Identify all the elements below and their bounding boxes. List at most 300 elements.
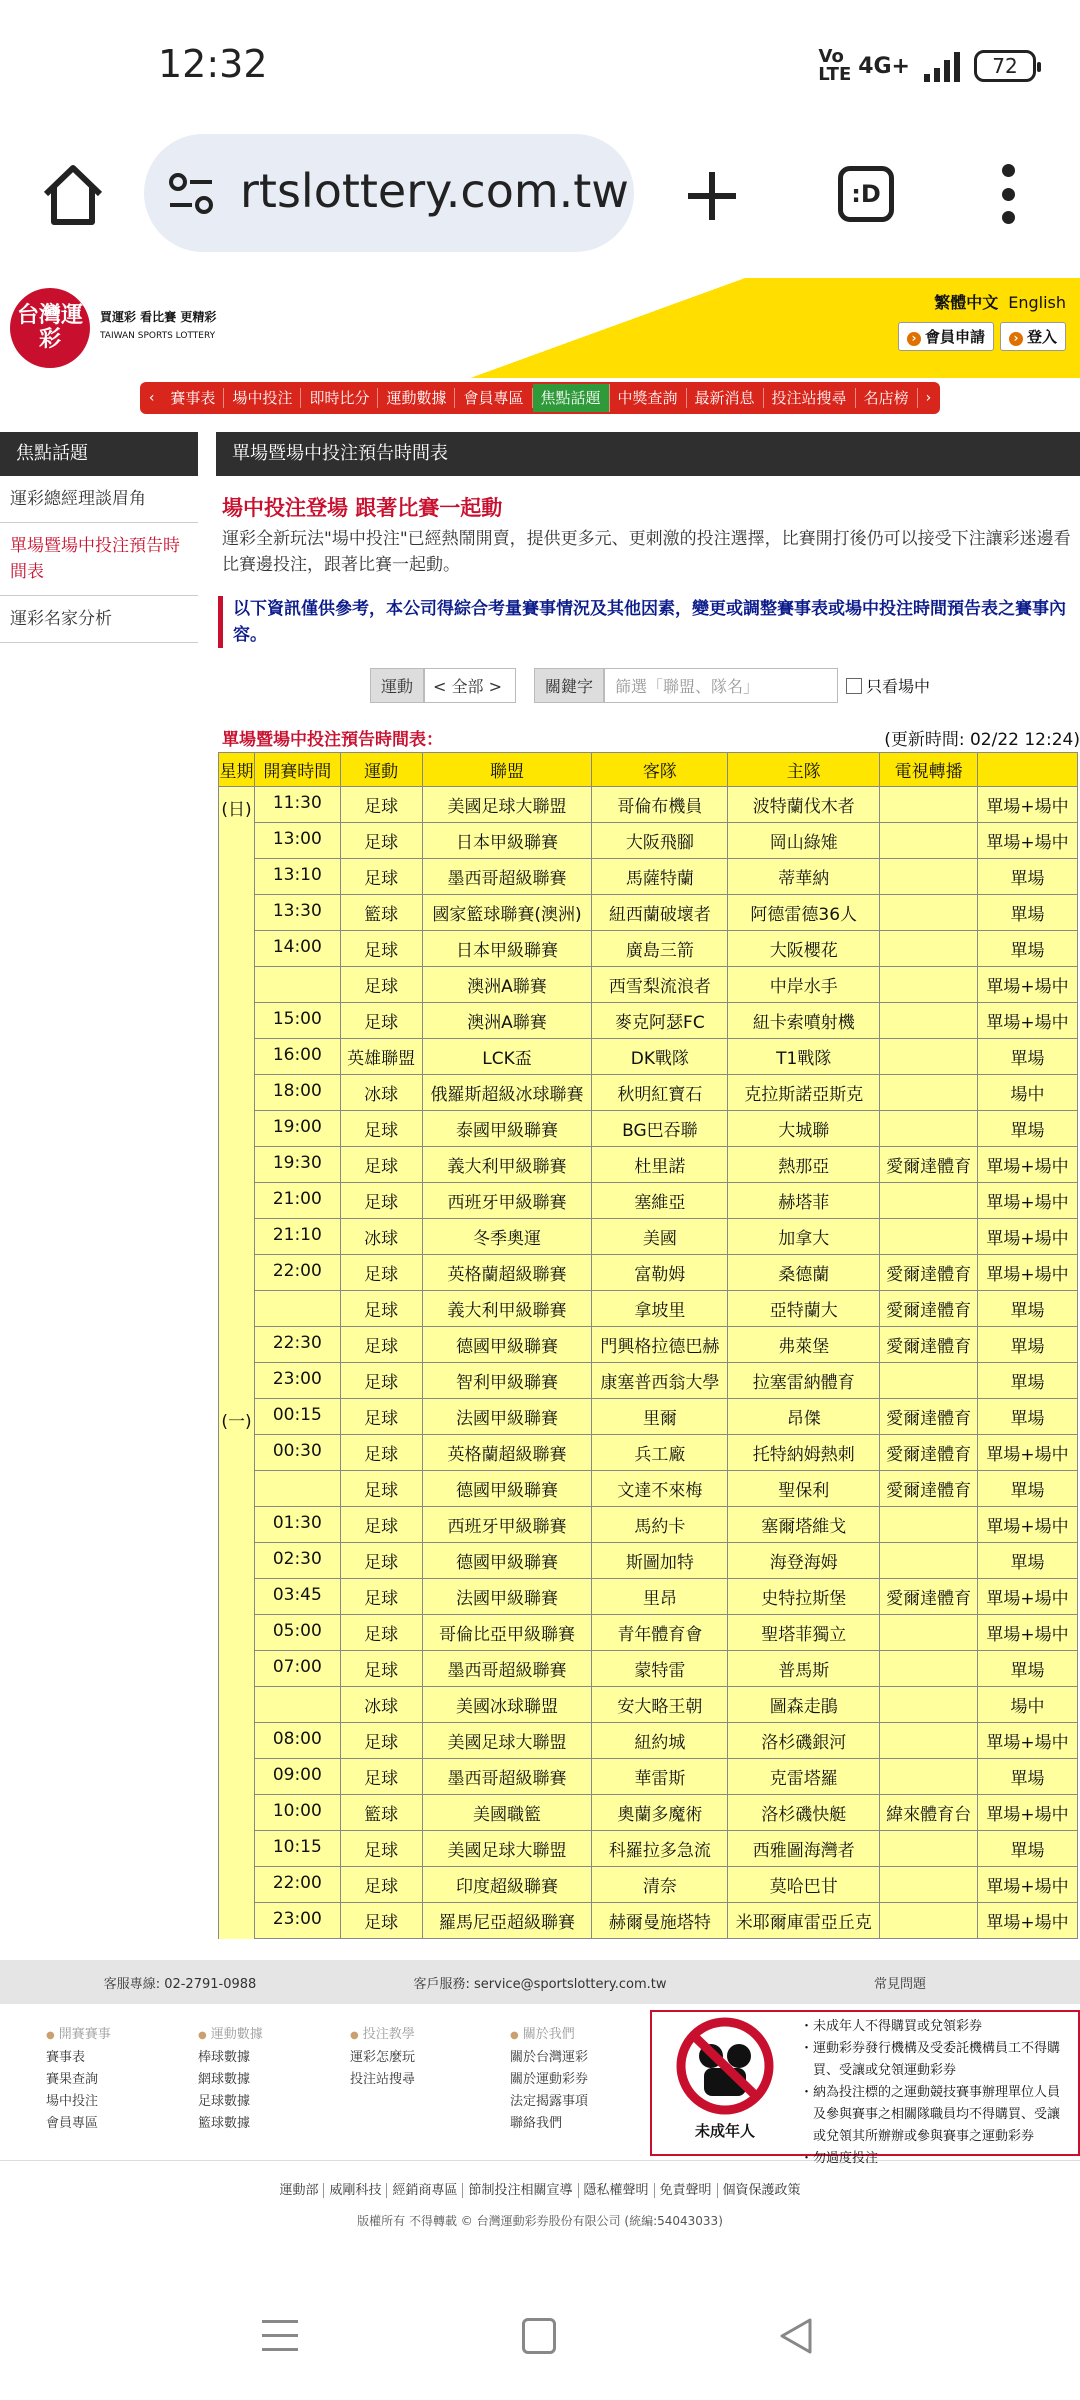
table-cell: 拿坡里 <box>592 1291 728 1327</box>
column-header: 電視轉播 <box>880 753 978 787</box>
table-cell: 單場 <box>978 859 1078 895</box>
site-footer <box>0 1960 1080 2229</box>
table-row[interactable] <box>219 1687 1078 1723</box>
footer-column <box>46 2024 111 2135</box>
table-row[interactable] <box>219 1471 1078 1507</box>
website <box>0 278 1080 1933</box>
table-cell <box>219 1219 255 1255</box>
table-row[interactable] <box>219 1507 1078 1543</box>
table-cell <box>880 895 978 931</box>
new-tab-icon[interactable] <box>682 166 742 226</box>
bottom-link[interactable]: 運動部 <box>274 2183 324 2198</box>
more-menu-icon[interactable] <box>996 164 1020 224</box>
table-cell: 足球 <box>340 1615 422 1651</box>
table-cell: 赫塔菲 <box>728 1183 880 1219</box>
footer-link[interactable]: 賽果查詢 <box>46 2072 99 2087</box>
footer-link[interactable]: 聯絡我們 <box>510 2116 563 2131</box>
login-button[interactable]: › 登入 <box>1000 322 1066 351</box>
table-cell: 圖森走鵑 <box>728 1687 880 1723</box>
footer-column <box>198 2024 263 2135</box>
promo-text: 運彩全新玩法"場中投注"已經熱鬧開賣，提供更多元、更刺激的投注選擇，比賽開打後仍可以接受下注讓彩迷邊看比賽邊投注，跟著比賽一起動。 <box>222 529 1071 575</box>
table-cell <box>219 1795 255 1831</box>
bottom-link[interactable]: 經銷商專區 <box>387 2183 463 2198</box>
table-cell <box>219 1615 255 1651</box>
table-cell: 美國 <box>592 1219 728 1255</box>
table-cell: 科羅拉多急流 <box>592 1831 728 1867</box>
table-cell: 足球 <box>340 787 422 823</box>
table-cell <box>219 1867 255 1903</box>
table-cell: 單場+場中 <box>978 1147 1078 1183</box>
table-row[interactable] <box>219 1435 1078 1471</box>
table-cell: 美國足球大聯盟 <box>422 787 592 823</box>
column-header: 客隊 <box>592 753 728 787</box>
table-cell: 單場+場中 <box>978 787 1078 823</box>
footer-link[interactable]: 足球數據 <box>198 2094 251 2109</box>
nav-item[interactable]: 投注站搜尋 <box>764 388 856 408</box>
keyword-input[interactable]: 篩選「聯盟、隊名」 <box>604 668 838 703</box>
footer-link[interactable]: 法定揭露事項 <box>510 2094 589 2109</box>
table-cell: 蒙特雷 <box>592 1651 728 1687</box>
table-row[interactable] <box>219 1831 1078 1867</box>
table-cell: 足球 <box>340 1831 422 1867</box>
nav-item[interactable]: 最新消息 <box>687 388 764 408</box>
table-cell: 緯來體育台 <box>880 1795 978 1831</box>
table-cell: 紐約城 <box>592 1723 728 1759</box>
system-home-icon[interactable] <box>522 2318 556 2354</box>
column-header: 運動 <box>340 753 422 787</box>
table-cell: 美國冰球聯盟 <box>422 1687 592 1723</box>
footer-column-title: ● 運動數據 <box>198 2024 263 2047</box>
table-cell: 兵工廠 <box>592 1435 728 1471</box>
table-row[interactable] <box>219 1795 1078 1831</box>
battery-level: 72 <box>992 54 1018 78</box>
table-row[interactable] <box>219 1255 1078 1291</box>
table-cell: 單場+場中 <box>978 1723 1078 1759</box>
footer-link[interactable]: 會員專區 <box>46 2116 99 2131</box>
table-cell: 10:00 <box>254 1795 340 1831</box>
table-row[interactable] <box>219 1291 1078 1327</box>
table-cell: 單場 <box>978 1471 1078 1507</box>
table-cell: 美國職籃 <box>422 1795 592 1831</box>
table-row[interactable] <box>219 1651 1078 1687</box>
table-cell: 海登海姆 <box>728 1543 880 1579</box>
table-cell: 英格蘭超級聯賽 <box>422 1435 592 1471</box>
table-row[interactable] <box>219 1363 1078 1399</box>
sport-filter-label: 運動 <box>370 668 424 703</box>
site-logo[interactable]: 台灣運彩 <box>10 288 90 368</box>
no-minors-icon <box>666 2016 784 2116</box>
table-cell: 單場+場中 <box>978 1003 1078 1039</box>
warning-item: 或兌領其所辦辦或參與賽事之運動彩券 <box>800 2129 1035 2144</box>
table-cell: 足球 <box>340 1723 422 1759</box>
table-cell: 單場+場中 <box>978 823 1078 859</box>
table-cell: 秋明紅寶石 <box>592 1075 728 1111</box>
table-row[interactable] <box>219 1903 1078 1939</box>
table-cell <box>219 1831 255 1867</box>
table-cell: 岡山綠雉 <box>728 823 880 859</box>
nav-item[interactable]: 即時比分 <box>301 388 378 408</box>
table-row[interactable] <box>219 895 1078 931</box>
back-icon[interactable] <box>776 2316 816 2356</box>
table-cell: 21:00 <box>254 1183 340 1219</box>
table-cell: 08:00 <box>254 1723 340 1759</box>
table-cell: 05:00 <box>254 1615 340 1651</box>
table-cell: 美國足球大聯盟 <box>422 1831 592 1867</box>
table-cell: 大城聯 <box>728 1111 880 1147</box>
table-cell: 馬薩特蘭 <box>592 859 728 895</box>
table-cell: 墨西哥超級聯賽 <box>422 859 592 895</box>
notice: 以下資訊僅供參考，本公司得綜合考量賽事情況及其他因素，變更或調整賽事表或場中投注時間預告表之賽事內容。 <box>218 596 1074 648</box>
table-cell <box>880 1219 978 1255</box>
table-cell <box>219 1471 255 1507</box>
table-cell: 里昂 <box>592 1579 728 1615</box>
table-cell: 文達不來梅 <box>592 1471 728 1507</box>
table-row[interactable] <box>219 1867 1078 1903</box>
table-cell <box>254 1687 340 1723</box>
footer-column-title: ● 投注教學 <box>350 2024 415 2047</box>
warning-item: 買、受讓或兌領運動彩券 <box>800 2063 957 2078</box>
table-cell: 場中 <box>978 1075 1078 1111</box>
table-cell: 足球 <box>340 1471 422 1507</box>
tab-switcher-button[interactable]: :D <box>838 166 894 222</box>
table-cell: 14:00 <box>254 931 340 967</box>
only-live-checkbox[interactable]: 只看場中 <box>846 674 930 697</box>
table-cell <box>880 967 978 1003</box>
home-icon[interactable] <box>38 160 108 230</box>
site-header <box>0 278 1080 378</box>
table-cell <box>219 1543 255 1579</box>
table-cell: 德國甲級聯賽 <box>422 1543 592 1579</box>
table-cell: BG巴吞聯 <box>592 1111 728 1147</box>
table-cell: 07:00 <box>254 1651 340 1687</box>
nav-next-icon[interactable]: › <box>925 390 932 406</box>
footer-link[interactable]: 場中投注 <box>46 2094 99 2109</box>
update-time: (更新時間: 02/22 12:24) <box>884 730 1080 750</box>
table-cell <box>219 1291 255 1327</box>
table-cell <box>219 1111 255 1147</box>
url-text[interactable]: rtslottery.com.tw <box>240 164 629 218</box>
table-row[interactable] <box>219 1759 1078 1795</box>
warning-caption: 未成年人 <box>694 2122 755 2140</box>
table-cell: 單場+場中 <box>978 1255 1078 1291</box>
volte-icon: Vo LTE <box>818 46 852 85</box>
table-row[interactable] <box>219 1615 1078 1651</box>
table-cell <box>880 1903 978 1939</box>
nav-item[interactable]: 賽事表 <box>162 388 224 408</box>
table-cell <box>219 1759 255 1795</box>
table-cell: 單場 <box>978 1327 1078 1363</box>
signal-icon <box>924 50 960 82</box>
table-cell <box>880 823 978 859</box>
nav-item[interactable]: 名店榜 <box>856 388 918 408</box>
table-cell: 愛爾達體育 <box>880 1435 978 1471</box>
table-cell: 大阪飛腳 <box>592 823 728 859</box>
table-cell: 奧蘭多魔術 <box>592 1795 728 1831</box>
table-cell: 單場 <box>978 1363 1078 1399</box>
table-cell: 單場 <box>978 931 1078 967</box>
table-cell <box>880 931 978 967</box>
lang-zh-link[interactable]: 繁體中文 <box>934 293 999 312</box>
table-cell: 足球 <box>340 1255 422 1291</box>
table-cell <box>219 823 255 859</box>
table-cell: 澳洲A聯賽 <box>422 967 592 1003</box>
table-cell: 聖保利 <box>728 1471 880 1507</box>
table-row[interactable] <box>219 1723 1078 1759</box>
table-cell: 單場+場中 <box>978 1219 1078 1255</box>
table-cell: 紐卡索噴射機 <box>728 1003 880 1039</box>
table-cell: 史特拉斯堡 <box>728 1579 880 1615</box>
table-cell: 加拿大 <box>728 1219 880 1255</box>
table-cell: 中岸水手 <box>728 967 880 1003</box>
table-cell: 03:45 <box>254 1579 340 1615</box>
promo-title: 場中投注登場 跟著比賽一起動 <box>222 496 503 520</box>
warning-item: ・納為投注標的之運動競技賽事辦理單位人員 <box>800 2085 1061 2100</box>
table-cell: 克拉斯諾亞斯克 <box>728 1075 880 1111</box>
table-cell <box>880 1723 978 1759</box>
table-cell <box>880 1111 978 1147</box>
table-cell <box>219 895 255 931</box>
site-settings-icon[interactable] <box>168 172 214 216</box>
sidebar-item-active[interactable]: 單場暨場中投注預告時間表 <box>0 523 198 596</box>
table-cell <box>880 1615 978 1651</box>
table-row[interactable] <box>219 787 1078 823</box>
table-cell: 波特蘭伐木者 <box>728 787 880 823</box>
table-cell: 日本甲級聯賽 <box>422 931 592 967</box>
table-cell: 10:15 <box>254 1831 340 1867</box>
nav-prev-icon[interactable]: ‹ <box>148 390 155 406</box>
footer-link[interactable]: 棒球數據 <box>198 2050 251 2065</box>
table-cell: 洛杉磯銀河 <box>728 1723 880 1759</box>
table-cell: 23:00 <box>254 1903 340 1939</box>
table-cell: 足球 <box>340 1867 422 1903</box>
column-header: 主隊 <box>728 753 880 787</box>
table-row[interactable] <box>219 1111 1078 1147</box>
table-cell: 墨西哥超級聯賽 <box>422 1759 592 1795</box>
table-cell: 斯圖加特 <box>592 1543 728 1579</box>
table-cell <box>219 1903 255 1939</box>
table-cell <box>219 1327 255 1363</box>
table-cell: 籃球 <box>340 1795 422 1831</box>
table-cell: 米耶爾庫雷亞丘克 <box>728 1903 880 1939</box>
table-cell: 愛爾達體育 <box>880 1147 978 1183</box>
table-cell: 青年體育會 <box>592 1615 728 1651</box>
table-cell: 足球 <box>340 859 422 895</box>
table-cell: 智利甲級聯賽 <box>422 1363 592 1399</box>
table-cell: 哥倫比亞甲級聯賽 <box>422 1615 592 1651</box>
table-cell: 01:30 <box>254 1507 340 1543</box>
table-row[interactable] <box>219 931 1078 967</box>
table-row[interactable] <box>219 1039 1078 1075</box>
sidebar-item[interactable]: 運彩名家分析 <box>0 596 198 643</box>
table-cell <box>880 1507 978 1543</box>
table-row[interactable] <box>219 1327 1078 1363</box>
footer-link[interactable]: 籃球數據 <box>198 2116 251 2131</box>
address-bar[interactable] <box>144 134 634 252</box>
footer-link[interactable]: 關於運動彩券 <box>510 2072 589 2087</box>
register-button[interactable]: › 會員申請 <box>898 322 994 351</box>
footer-link[interactable]: 關於台灣運彩 <box>510 2050 589 2065</box>
table-cell: 俄羅斯超級冰球聯賽 <box>422 1075 592 1111</box>
nav-item-active[interactable]: 焦點話題 <box>533 384 610 412</box>
recents-icon[interactable] <box>262 2320 298 2356</box>
table-cell: 大阪櫻花 <box>728 931 880 967</box>
table-cell: 塞維亞 <box>592 1183 728 1219</box>
nav-item[interactable]: 會員專區 <box>455 388 532 408</box>
table-cell <box>219 1363 255 1399</box>
table-cell: (日) <box>219 787 255 823</box>
system-nav-bar <box>0 2270 1080 2400</box>
table-cell: 13:10 <box>254 859 340 895</box>
service-email[interactable]: 客戶服務: service@sportslottery.com.tw <box>413 1976 667 1992</box>
table-cell: 澳洲A聯賽 <box>422 1003 592 1039</box>
table-cell: 13:30 <box>254 895 340 931</box>
table-cell: 足球 <box>340 967 422 1003</box>
footer-column-title: ● 開賽賽事 <box>46 2024 111 2047</box>
table-cell <box>219 859 255 895</box>
table-cell <box>219 1723 255 1759</box>
table-cell: 足球 <box>340 1363 422 1399</box>
table-cell: 英格蘭超級聯賽 <box>422 1255 592 1291</box>
table-cell: 單場 <box>978 1291 1078 1327</box>
main-nav <box>140 382 940 414</box>
footer-link[interactable]: 投注站搜尋 <box>350 2072 416 2087</box>
status-bar <box>0 0 1080 120</box>
nav-item[interactable]: 中獎查詢 <box>610 388 687 408</box>
table-cell: 單場 <box>978 1111 1078 1147</box>
table-row[interactable] <box>219 1579 1078 1615</box>
table-cell: 足球 <box>340 1903 422 1939</box>
table-cell <box>219 931 255 967</box>
table-cell: 00:15 <box>254 1399 340 1435</box>
bottom-link[interactable]: 免責聲明 <box>655 2183 718 2198</box>
table-cell <box>219 967 255 1003</box>
table-cell: 21:10 <box>254 1219 340 1255</box>
table-cell: 單場 <box>978 1651 1078 1687</box>
table-cell: 冰球 <box>340 1219 422 1255</box>
table-cell: 單場+場中 <box>978 1903 1078 1939</box>
table-cell: 里爾 <box>592 1399 728 1435</box>
content-header: 單場暨場中投注預告時間表 <box>216 432 1080 476</box>
bottom-link[interactable]: 個資保護政策 <box>722 2183 801 2198</box>
table-cell: 法國甲級聯賽 <box>422 1399 592 1435</box>
sidebar-title: 焦點話題 <box>0 432 198 476</box>
table-cell: 00:30 <box>254 1435 340 1471</box>
table-row[interactable] <box>219 1003 1078 1039</box>
table-cell: 愛爾達體育 <box>880 1291 978 1327</box>
table-cell: 愛爾達體育 <box>880 1579 978 1615</box>
table-cell: 華雷斯 <box>592 1759 728 1795</box>
table-cell: 西雅圖海灣者 <box>728 1831 880 1867</box>
table-cell: 亞特蘭大 <box>728 1291 880 1327</box>
table-cell <box>880 1759 978 1795</box>
table-row[interactable] <box>219 1219 1078 1255</box>
nav-item[interactable]: 運動數據 <box>378 388 455 408</box>
table-cell <box>880 787 978 823</box>
bottom-link[interactable]: 節制投注相關宣導 <box>463 2183 578 2198</box>
table-cell: 熱那亞 <box>728 1147 880 1183</box>
table-cell: 足球 <box>340 1579 422 1615</box>
table-cell: 22:00 <box>254 1867 340 1903</box>
table-cell: 冬季奧運 <box>422 1219 592 1255</box>
sport-select[interactable]: < 全部 > <box>424 668 516 703</box>
table-cell <box>219 1183 255 1219</box>
table-cell: 安大略王朝 <box>592 1687 728 1723</box>
table-cell: 西班牙甲級聯賽 <box>422 1507 592 1543</box>
table-cell: 22:30 <box>254 1327 340 1363</box>
table-row[interactable] <box>219 823 1078 859</box>
table-cell: 單場 <box>978 1039 1078 1075</box>
table-cell: 足球 <box>340 1003 422 1039</box>
table-cell: 足球 <box>340 1435 422 1471</box>
table-cell: 單場+場中 <box>978 1615 1078 1651</box>
sidebar-item[interactable]: 運彩總經理談眉角 <box>0 476 198 523</box>
table-cell: 單場+場中 <box>978 1507 1078 1543</box>
table-cell: 美國足球大聯盟 <box>422 1723 592 1759</box>
table-cell: 單場 <box>978 1831 1078 1867</box>
table-cell: 洛杉磯快艇 <box>728 1795 880 1831</box>
table-cell <box>219 1651 255 1687</box>
table-cell: 愛爾達體育 <box>880 1399 978 1435</box>
table-cell: 德國甲級聯賽 <box>422 1327 592 1363</box>
table-cell: 足球 <box>340 1291 422 1327</box>
footer-column <box>350 2024 415 2091</box>
nav-item[interactable]: 場中投注 <box>224 388 301 408</box>
table-row[interactable] <box>219 1183 1078 1219</box>
table-cell: 15:00 <box>254 1003 340 1039</box>
table-cell: 弗萊堡 <box>728 1327 880 1363</box>
table-cell: 單場+場中 <box>978 1867 1078 1903</box>
table-cell: 愛爾達體育 <box>880 1471 978 1507</box>
table-cell: 愛爾達體育 <box>880 1255 978 1291</box>
table-row[interactable] <box>219 859 1078 895</box>
table-row[interactable] <box>219 1399 1078 1435</box>
table-cell: 19:00 <box>254 1111 340 1147</box>
table-cell: 康塞普西翁大學 <box>592 1363 728 1399</box>
table-cell <box>880 1183 978 1219</box>
copyright: 版權所有 不得轉載 © 台灣運動彩券股份有限公司 (統編:54043033) <box>357 2214 723 2228</box>
table-row[interactable] <box>219 967 1078 1003</box>
table-row[interactable] <box>219 1543 1078 1579</box>
table-cell: T1戰隊 <box>728 1039 880 1075</box>
table-cell: 昂傑 <box>728 1399 880 1435</box>
table-row[interactable] <box>219 1147 1078 1183</box>
table-cell: 泰國甲級聯賽 <box>422 1111 592 1147</box>
table-cell: 場中 <box>978 1687 1078 1723</box>
table-cell: 足球 <box>340 1543 422 1579</box>
table-cell <box>880 1867 978 1903</box>
faq-link[interactable]: 常見問題 <box>873 1976 926 1992</box>
bottom-link[interactable]: 隱私權聲明 <box>579 2183 655 2198</box>
table-cell: 門興格拉德巴赫 <box>592 1327 728 1363</box>
table-cell: 足球 <box>340 1111 422 1147</box>
table-cell: 02:30 <box>254 1543 340 1579</box>
table-row[interactable] <box>219 1075 1078 1111</box>
footer-link[interactable]: 賽事表 <box>46 2050 86 2065</box>
table-cell <box>219 1435 255 1471</box>
clock: 12:32 <box>158 42 268 86</box>
bottom-link[interactable]: 威剛科技 <box>324 2183 387 2198</box>
lang-en-link[interactable]: English <box>1008 293 1066 312</box>
table-cell: 單場+場中 <box>978 967 1078 1003</box>
column-header: 聯盟 <box>422 753 592 787</box>
table-cell: LCK盃 <box>422 1039 592 1075</box>
footer-column-title: ● 關於我們 <box>510 2024 588 2047</box>
footer-link[interactable]: 網球數據 <box>198 2072 251 2087</box>
table-cell: 西班牙甲級聯賽 <box>422 1183 592 1219</box>
footer-link[interactable]: 運彩怎麼玩 <box>350 2050 416 2065</box>
table-cell <box>219 1255 255 1291</box>
table-cell: 桑德蘭 <box>728 1255 880 1291</box>
